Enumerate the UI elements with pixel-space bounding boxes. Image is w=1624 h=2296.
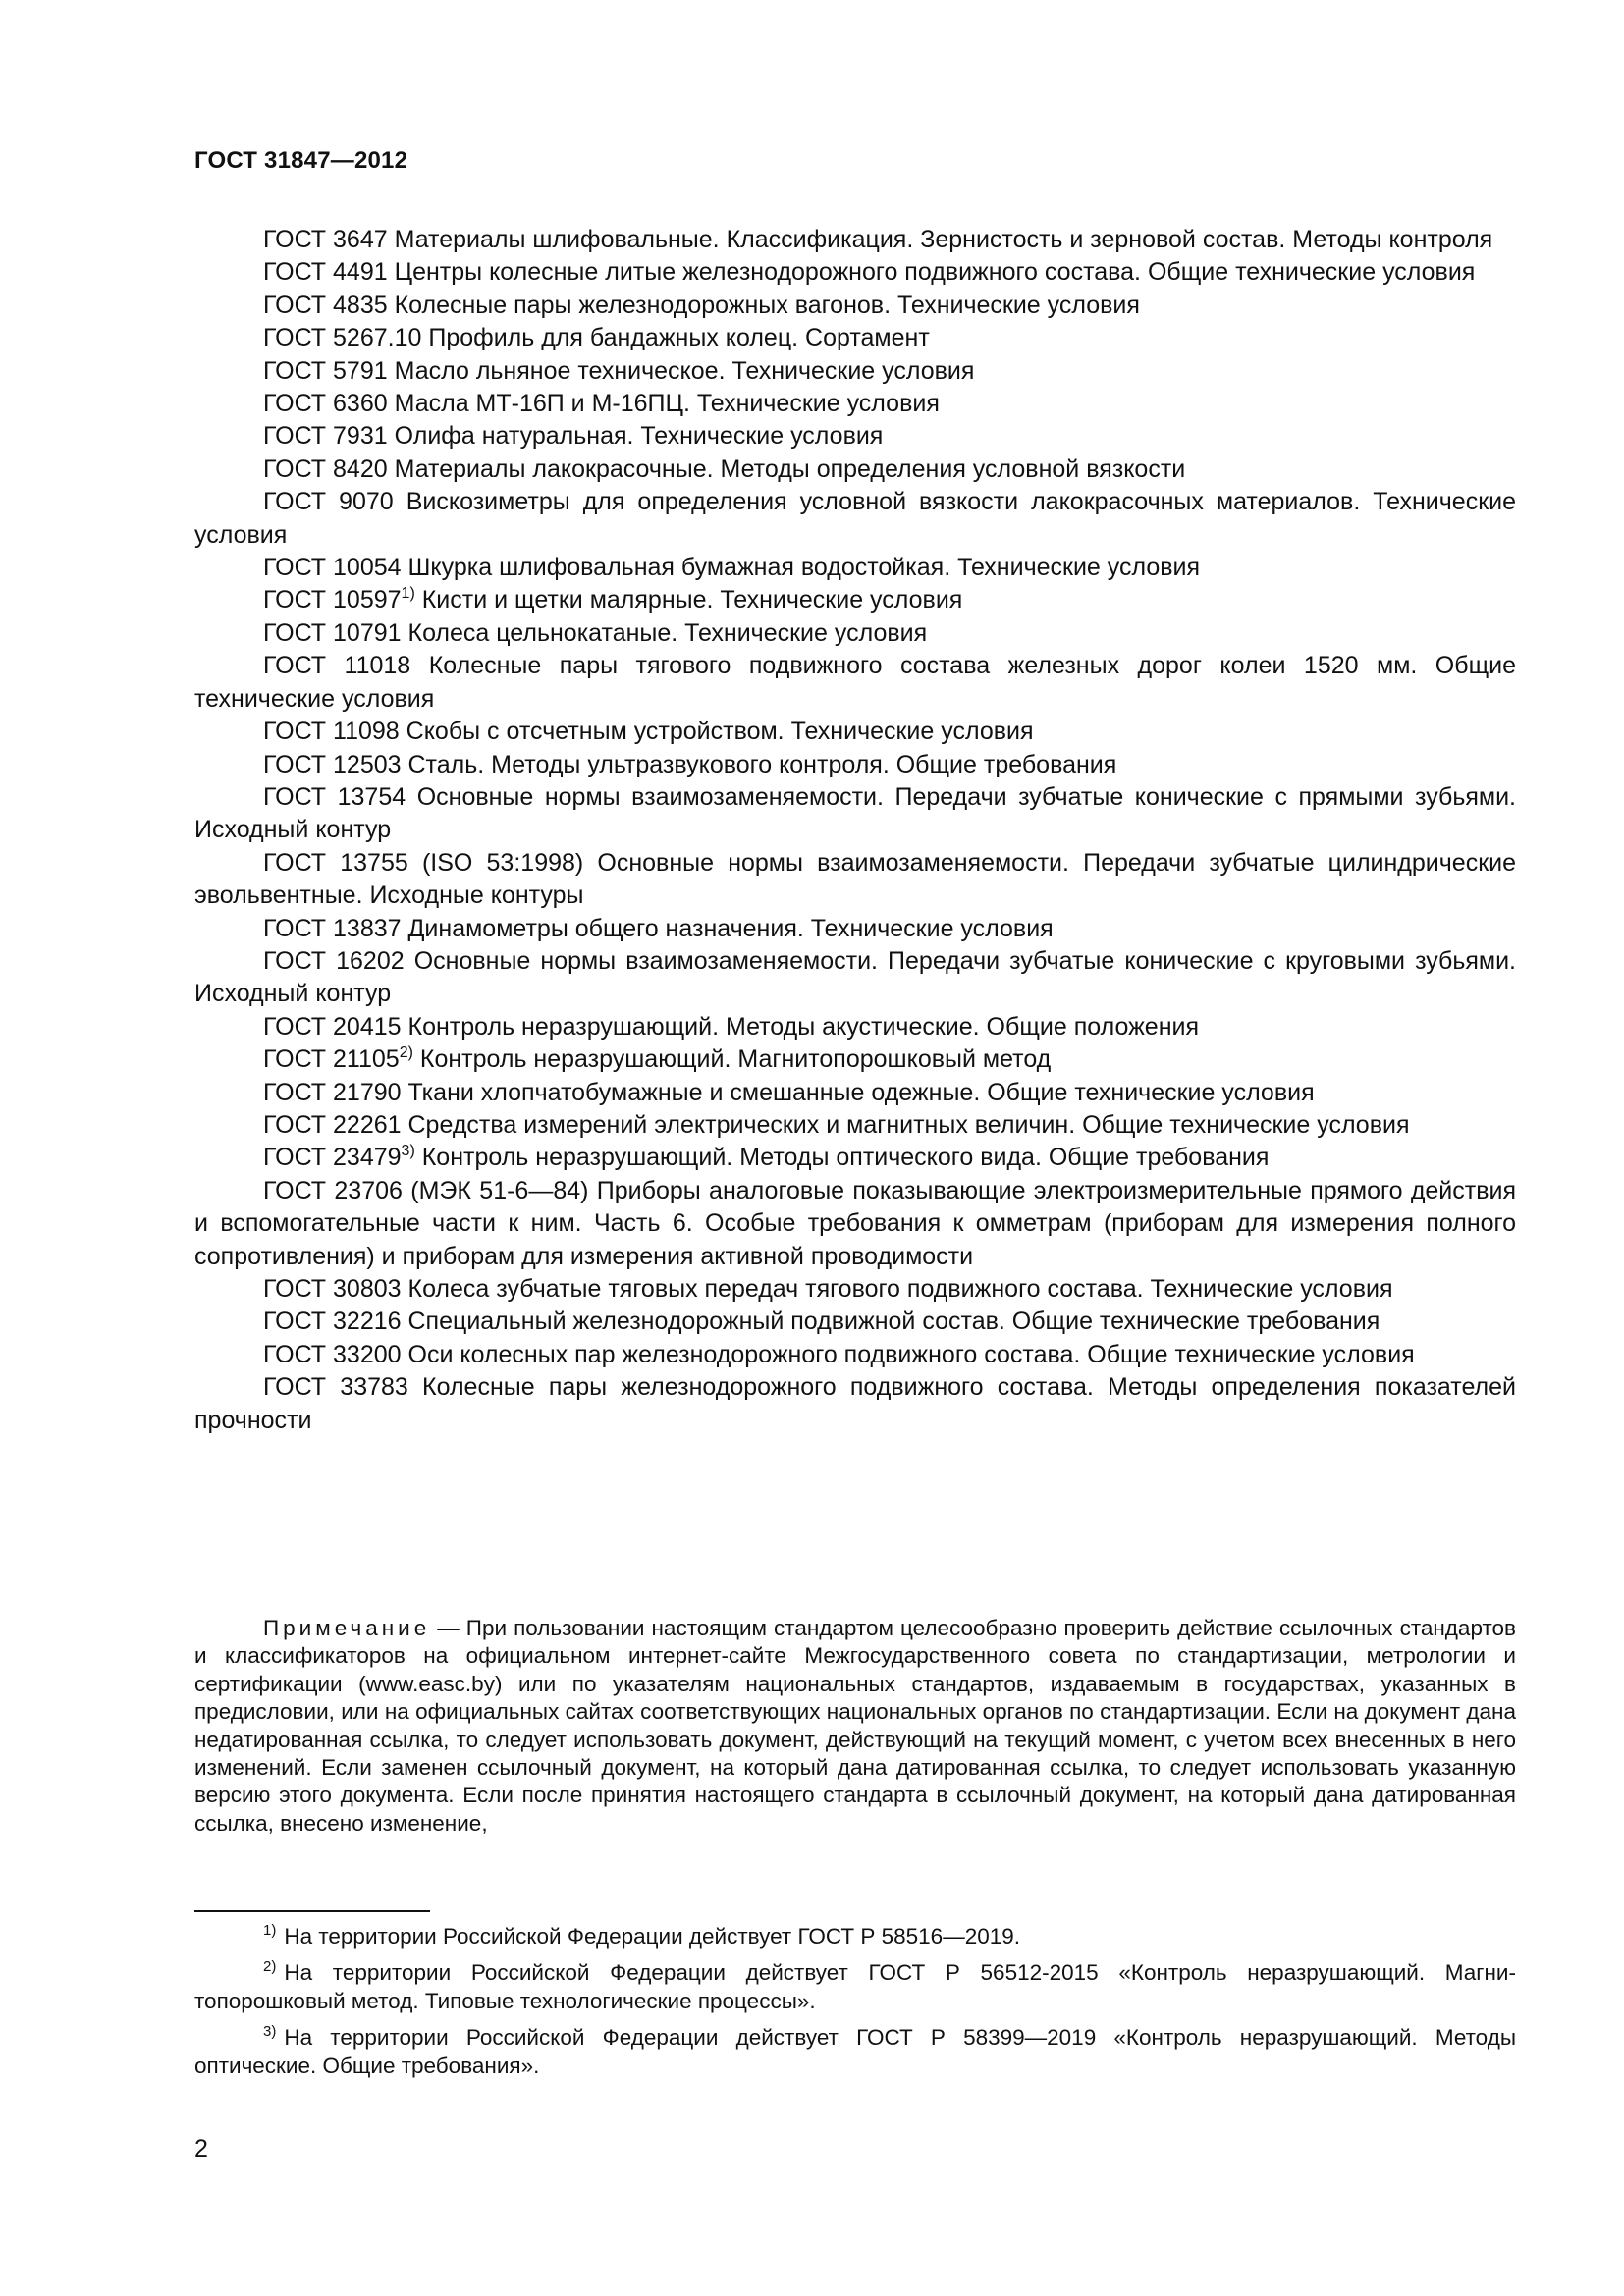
- reference-code: ГОСТ 11098: [263, 718, 400, 746]
- footnote-divider: [194, 1910, 430, 1912]
- reference-title: Масла МТ-16П и М-16ПЦ. Технические условия: [394, 390, 940, 418]
- reference-item: [194, 1142, 1516, 1174]
- reference-code: ГОСТ 7931: [263, 422, 388, 451]
- reference-item: [194, 617, 1516, 650]
- reference-title: Контроль неразрушающий. Магнитопорошковый метод: [419, 1045, 1052, 1074]
- reference-item: [194, 650, 1516, 716]
- reference-code: ГОСТ 16202: [263, 946, 405, 975]
- reference-code: ГОСТ 32216: [263, 1308, 402, 1336]
- reference-title: Специальный железнодорожный подвижной состав. Общие технические требования: [407, 1308, 1380, 1336]
- reference-code: ГОСТ 10791: [263, 618, 402, 647]
- footnote-marker: 3): [401, 1143, 415, 1160]
- reference-title: Динамометры общего назначения. Технические условия: [407, 914, 1054, 942]
- reference-title: Вискозиметры для определения условной вязкости лакокрасочных материалов. Технические условия: [194, 488, 1516, 549]
- reference-code: ГОСТ 3647: [263, 226, 388, 253]
- footnotes: [194, 1922, 1516, 2088]
- reference-item: [194, 1043, 1516, 1076]
- reference-code: ГОСТ 10054: [263, 554, 402, 582]
- reference-title: Сталь. Методы ультразвукового контроля. Общие требования: [407, 750, 1117, 778]
- reference-code: ГОСТ 20415: [263, 1012, 402, 1041]
- reference-code: ГОСТ 21105: [263, 1045, 400, 1074]
- reference-item: [194, 355, 1516, 388]
- reference-title: (МЭК 51-6—84) Приборы аналоговые показывающие электроизмерительные прямого действия и вспомогательные части к ним. Часть 6. Особые требования к омметрам (приборам для измерения полного сопротивления) и приборам для измерения активной проводимости: [194, 1176, 1517, 1270]
- document-header: ГОСТ 31847—2012: [194, 147, 408, 174]
- reference-title: Кисти и щетки малярные. Технические условия: [421, 586, 963, 614]
- reference-item: [194, 322, 1516, 354]
- reference-title: (ISO 53:1998) Основные нормы взаимозаменяемости. Передачи зубчатые цилиндрические эвольвентные. Исходные контуры: [194, 848, 1517, 910]
- reference-item: [194, 913, 1516, 945]
- footnote-text: На территории Российской Федерации действует ГОСТ Р 56512-2015 «Контроль неразрушающий. Магнитопорошковый метод. Типовые технологические процессы».: [194, 1960, 1516, 2013]
- reference-code: ГОСТ 6360: [263, 390, 388, 418]
- reference-code: ГОСТ 33783: [263, 1373, 408, 1402]
- reference-code: ГОСТ 9070: [263, 488, 394, 516]
- reference-item: [194, 454, 1516, 486]
- reference-code: ГОСТ 23706: [263, 1176, 403, 1204]
- reference-code: ГОСТ 12503: [263, 750, 402, 778]
- reference-title: Ткани хлопчатобумажные и смешанные одежные. Общие технические условия: [407, 1078, 1315, 1106]
- normative-references-list: [194, 224, 1516, 1437]
- reference-item: [194, 290, 1516, 322]
- reference-code: ГОСТ 5791: [263, 356, 388, 385]
- reference-title: Масло льняное техническое. Технические условия: [394, 356, 975, 385]
- reference-code: ГОСТ 11018: [263, 652, 411, 680]
- reference-item: [194, 552, 1516, 584]
- page-number: 2: [194, 2135, 208, 2163]
- reference-title: Оси колесных пар железнодорожного подвижного состава. Общие технические условия: [407, 1340, 1415, 1368]
- reference-item: [194, 388, 1516, 420]
- reference-item: [194, 256, 1516, 289]
- reference-code: ГОСТ 5267.10: [263, 324, 422, 352]
- footnote-marker: 1): [401, 585, 415, 603]
- reference-code: ГОСТ 13754: [263, 782, 406, 811]
- reference-code: ГОСТ 4835: [263, 291, 388, 319]
- reference-item: [194, 420, 1516, 453]
- reference-item: [194, 224, 1516, 256]
- reference-item: [194, 847, 1516, 913]
- reference-title: Средства измерений электрических и магнитных величин. Общие технические условия: [407, 1110, 1410, 1139]
- reference-code: ГОСТ 22261: [263, 1110, 402, 1139]
- document-page: [194, 0, 1516, 2296]
- reference-item: [194, 1109, 1516, 1142]
- reference-title: Профиль для бандажных колец. Сортамент: [428, 324, 930, 352]
- reference-title: Контроль неразрушающий. Методы акустические. Общие положения: [407, 1012, 1200, 1041]
- reference-item: [194, 1339, 1516, 1371]
- footnote-item: [194, 2023, 1516, 2080]
- footnote-text: На территории Российской Федерации действует ГОСТ Р 58399—2019 «Контроль неразрушающий. Методы оптические. Общие требования».: [194, 2025, 1516, 2078]
- note-label: Примечание: [263, 1616, 431, 1640]
- reference-title: Колеса зубчатые тяговых передач тягового подвижного состава. Технические условия: [407, 1275, 1393, 1303]
- reference-item: [194, 1306, 1516, 1338]
- footnote-mark: 1): [263, 1922, 277, 1939]
- footnote-item: [194, 1958, 1516, 2015]
- reference-item: [194, 584, 1516, 616]
- note-paragraph: [194, 1615, 1516, 1838]
- footnote-marker: 2): [399, 1044, 413, 1062]
- reference-item: [194, 1273, 1516, 1306]
- footnote-text: На территории Российской Федерации действует ГОСТ Р 58516—2019.: [284, 1924, 1020, 1949]
- reference-code: ГОСТ 13837: [263, 914, 402, 942]
- reference-item: [194, 1371, 1516, 1437]
- reference-code: ГОСТ 8420: [263, 454, 388, 483]
- reference-title: Основные нормы взаимозаменяемости. Передачи зубчатые конические с круговыми зубьями. Исходный контур: [194, 946, 1517, 1008]
- reference-title: Материалы шлифовальные. Классификация. Зернистость и зерновой состав. Методы контроля: [394, 226, 1493, 253]
- reference-item: [194, 716, 1516, 748]
- reference-item: [194, 781, 1516, 847]
- reference-title: Скобы с отсчетным устройством. Технические условия: [406, 718, 1034, 746]
- reference-title: Материалы лакокрасочные. Методы определения условной вязкости: [394, 454, 1186, 483]
- reference-title: Олифа натуральная. Технические условия: [394, 422, 884, 451]
- reference-title: Колеса цельнокатаные. Технические условия: [407, 618, 928, 647]
- footnote-item: [194, 1922, 1516, 1950]
- reference-title: Центры колесные литые железнодорожного подвижного состава. Общие технические условия: [394, 258, 1476, 287]
- reference-item: [194, 486, 1516, 552]
- footnote-mark: 3): [263, 2023, 277, 2040]
- reference-item: [194, 1175, 1516, 1273]
- reference-code: ГОСТ 10597: [263, 586, 402, 614]
- reference-title: Колесные пары тягового подвижного состава железных дорог колеи 1520 мм. Общие технические условия: [194, 652, 1517, 713]
- footnote-mark: 2): [263, 1958, 277, 1975]
- reference-code: ГОСТ 23479: [263, 1144, 402, 1172]
- reference-code: ГОСТ 33200: [263, 1340, 402, 1368]
- reference-title: Шкурка шлифовальная бумажная водостойкая. Технические условия: [407, 554, 1201, 582]
- reference-title: Колесные пары железнодорожного подвижного состава. Методы определения показателей прочности: [194, 1373, 1516, 1434]
- reference-code: ГОСТ 30803: [263, 1275, 402, 1303]
- note-text: — При пользовании настоящим стандартом целесообразно проверить действие ссылочных стандартов и классификаторов на официальном интернет-сайте Межгосударственного совета по стандартизации, метрологии и сертификации (www.easc.by) или по указателям национальных стандартов, издаваемым в государствах, указанных в предисловии, или на официальных сайтах соответствующих национальных органов по стандартизации. Если на документ дана недатированная ссылка, то следует использовать документ, действующий на текущий момент, с учетом всех внесенных в него изменений. Если заменен ссылочный документ, на который дана датированная ссылка, то следует использовать указанную версию этого документа. Если после принятия настоящего стандарта в ссылочный документ, на который дана датированная ссылка, внесено изменение,: [194, 1616, 1516, 1836]
- reference-item: [194, 945, 1516, 1011]
- reference-title: Контроль неразрушающий. Методы оптического вида. Общие требования: [421, 1144, 1270, 1172]
- reference-item: [194, 1077, 1516, 1109]
- reference-title: Колесные пары железнодорожных вагонов. Технические условия: [394, 291, 1140, 319]
- reference-code: ГОСТ 13755: [263, 848, 408, 877]
- reference-code: ГОСТ 4491: [263, 258, 388, 287]
- reference-title: Основные нормы взаимозаменяемости. Передачи зубчатые конические с прямыми зубьями. Исходный контур: [194, 782, 1516, 844]
- reference-item: [194, 749, 1516, 781]
- reference-item: [194, 1011, 1516, 1043]
- reference-code: ГОСТ 21790: [263, 1078, 402, 1106]
